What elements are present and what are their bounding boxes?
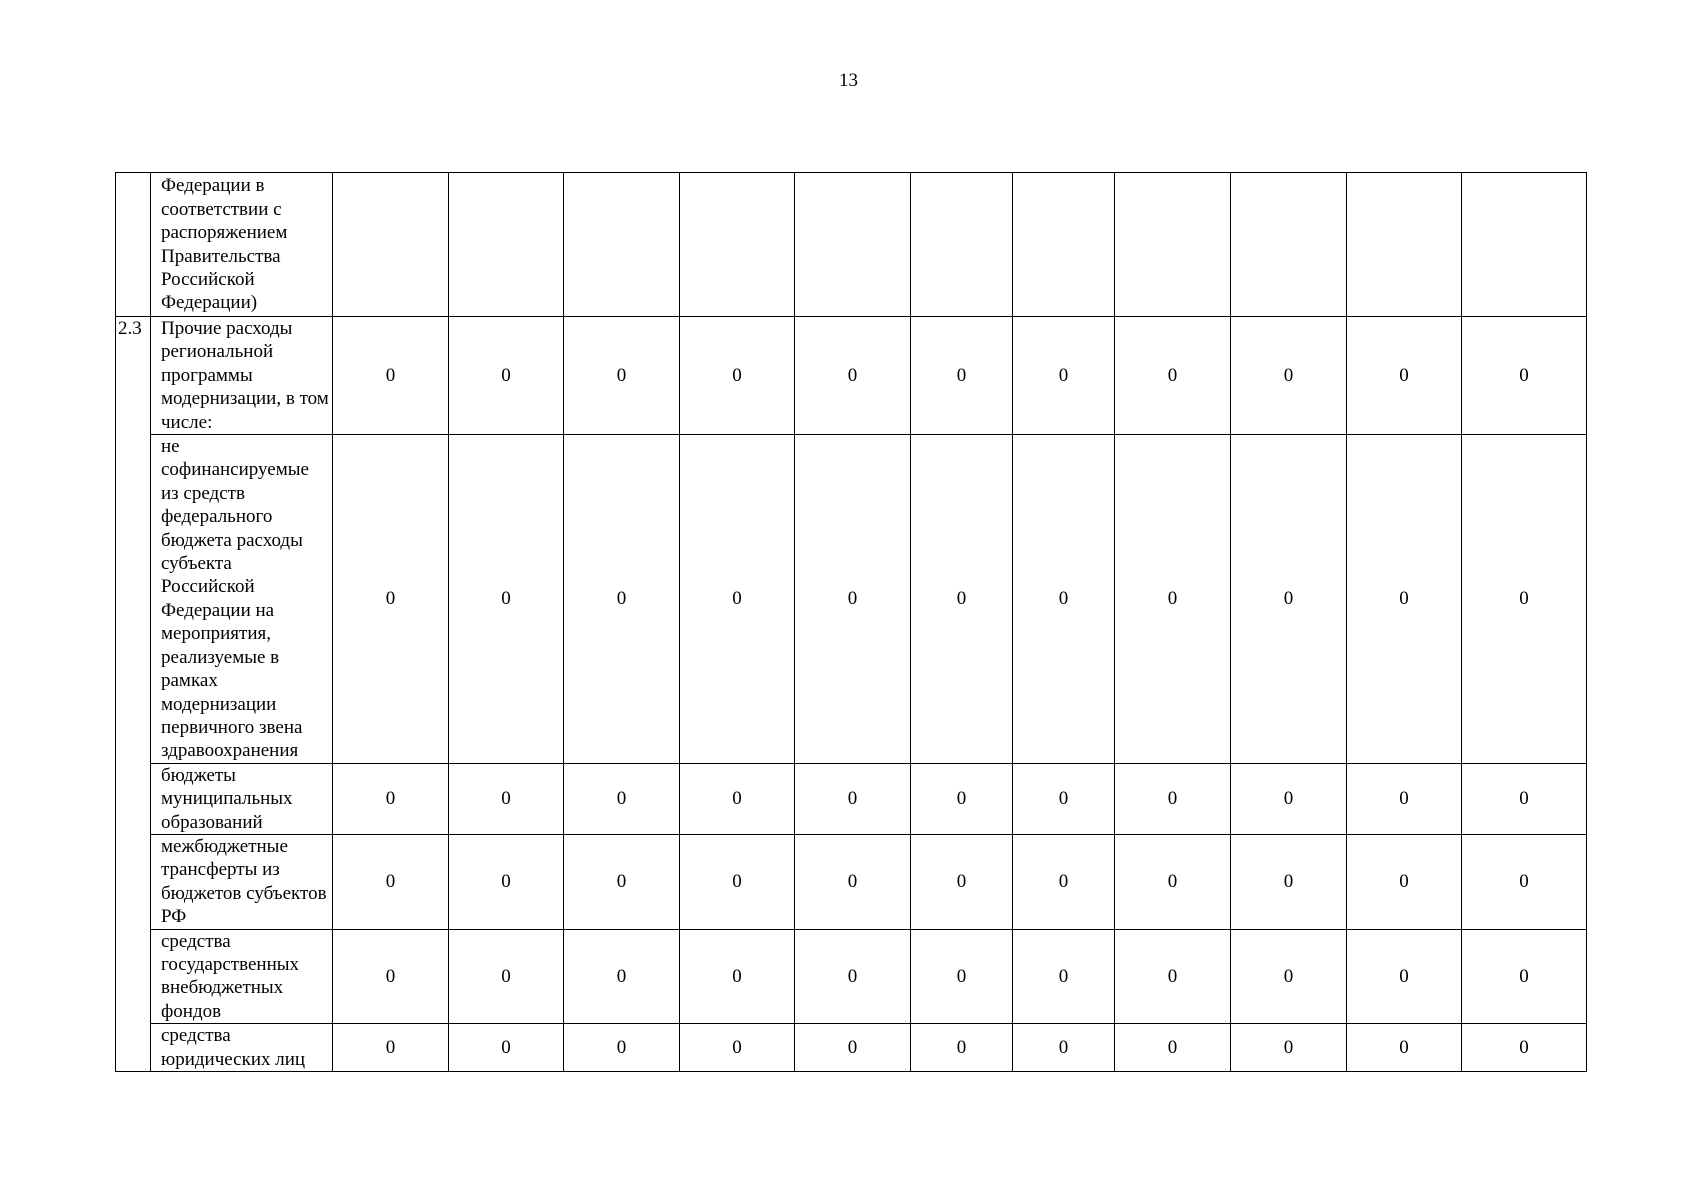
- value-cell: 0: [1115, 763, 1231, 834]
- value-cell: 0: [1013, 317, 1115, 435]
- value-cell: 0: [564, 435, 680, 764]
- table-row: [116, 173, 1587, 317]
- value-cell: 0: [1115, 435, 1231, 764]
- row-name-cell: межбюджетные трансферты из бюджетов субъектов РФ: [151, 834, 333, 929]
- page-number: 13: [839, 70, 858, 91]
- row-name-cell: Прочие расходы региональной программы модернизации, в том числе:: [151, 317, 333, 435]
- value-cell: 0: [1462, 317, 1587, 435]
- value-cell: 0: [1347, 929, 1462, 1024]
- value-cell: 0: [1462, 929, 1587, 1024]
- value-cell: 0: [911, 763, 1013, 834]
- value-cell: 0: [449, 317, 564, 435]
- row-name-cell: не софинансируемые из средств федерального бюджета расходы субъекта Российской Федерации на мероприятия, реализуемые в рамках модернизации первичного звена здравоохранения: [151, 435, 333, 764]
- budget-table: [115, 172, 1587, 1072]
- value-cell: [333, 173, 449, 317]
- value-cell: 0: [911, 317, 1013, 435]
- value-cell: 0: [1231, 1024, 1347, 1072]
- value-cell: 0: [1231, 929, 1347, 1024]
- value-cell: 0: [911, 435, 1013, 764]
- value-cell: 0: [564, 763, 680, 834]
- row-name-cell: бюджеты муниципальных образований: [151, 763, 333, 834]
- value-cell: [680, 173, 795, 317]
- value-cell: 0: [1462, 763, 1587, 834]
- row-name-cell: Федерации в соответствии с распоряжением Правительства Российской Федерации): [151, 173, 333, 317]
- value-cell: 0: [1013, 929, 1115, 1024]
- value-cell: 0: [564, 929, 680, 1024]
- value-cell: [1231, 173, 1347, 317]
- value-cell: [1013, 173, 1115, 317]
- value-cell: 0: [333, 929, 449, 1024]
- table-row: [116, 763, 1587, 834]
- value-cell: 0: [1115, 1024, 1231, 1072]
- value-cell: 0: [911, 929, 1013, 1024]
- value-cell: 0: [564, 834, 680, 929]
- value-cell: 0: [1013, 834, 1115, 929]
- value-cell: 0: [333, 435, 449, 764]
- value-cell: 0: [795, 1024, 911, 1072]
- value-cell: 0: [795, 763, 911, 834]
- value-cell: 0: [333, 1024, 449, 1072]
- value-cell: 0: [449, 435, 564, 764]
- value-cell: 0: [1347, 1024, 1462, 1072]
- value-cell: 0: [1347, 763, 1462, 834]
- value-cell: 0: [564, 317, 680, 435]
- value-cell: 0: [911, 834, 1013, 929]
- value-cell: [911, 173, 1013, 317]
- value-cell: 0: [1013, 1024, 1115, 1072]
- value-cell: 0: [449, 763, 564, 834]
- value-cell: 0: [911, 1024, 1013, 1072]
- value-cell: 0: [1115, 317, 1231, 435]
- value-cell: 0: [449, 929, 564, 1024]
- value-cell: 0: [680, 834, 795, 929]
- value-cell: [1462, 173, 1587, 317]
- value-cell: [795, 173, 911, 317]
- value-cell: 0: [795, 317, 911, 435]
- value-cell: [1347, 173, 1462, 317]
- table-row: [116, 834, 1587, 929]
- value-cell: 0: [1231, 763, 1347, 834]
- value-cell: 0: [680, 1024, 795, 1072]
- value-cell: 0: [1231, 435, 1347, 764]
- value-cell: 0: [333, 317, 449, 435]
- table-row: [116, 929, 1587, 1024]
- value-cell: 0: [333, 834, 449, 929]
- value-cell: 0: [1013, 763, 1115, 834]
- value-cell: 0: [1347, 834, 1462, 929]
- value-cell: 0: [680, 317, 795, 435]
- value-cell: 0: [1462, 834, 1587, 929]
- value-cell: 0: [1347, 317, 1462, 435]
- value-cell: 0: [1231, 834, 1347, 929]
- row-code-cell: [116, 173, 151, 317]
- value-cell: 0: [795, 435, 911, 764]
- row-code-cell: 2.3: [116, 317, 151, 1072]
- value-cell: 0: [795, 834, 911, 929]
- table-row: [116, 435, 1587, 764]
- value-cell: 0: [333, 763, 449, 834]
- value-cell: 0: [795, 929, 911, 1024]
- value-cell: 0: [1462, 1024, 1587, 1072]
- value-cell: 0: [1347, 435, 1462, 764]
- value-cell: 0: [1462, 435, 1587, 764]
- value-cell: 0: [449, 1024, 564, 1072]
- value-cell: 0: [680, 763, 795, 834]
- value-cell: 0: [564, 1024, 680, 1072]
- value-cell: 0: [449, 834, 564, 929]
- value-cell: 0: [680, 435, 795, 764]
- row-name-cell: средства государственных внебюджетных фондов: [151, 929, 333, 1024]
- value-cell: [449, 173, 564, 317]
- value-cell: [1115, 173, 1231, 317]
- table-row: [116, 1024, 1587, 1072]
- value-cell: 0: [1115, 929, 1231, 1024]
- value-cell: [564, 173, 680, 317]
- value-cell: 0: [1013, 435, 1115, 764]
- table-row: [116, 317, 1587, 435]
- value-cell: 0: [1231, 317, 1347, 435]
- value-cell: 0: [1115, 834, 1231, 929]
- value-cell: 0: [680, 929, 795, 1024]
- row-name-cell: средства юридических лиц: [151, 1024, 333, 1072]
